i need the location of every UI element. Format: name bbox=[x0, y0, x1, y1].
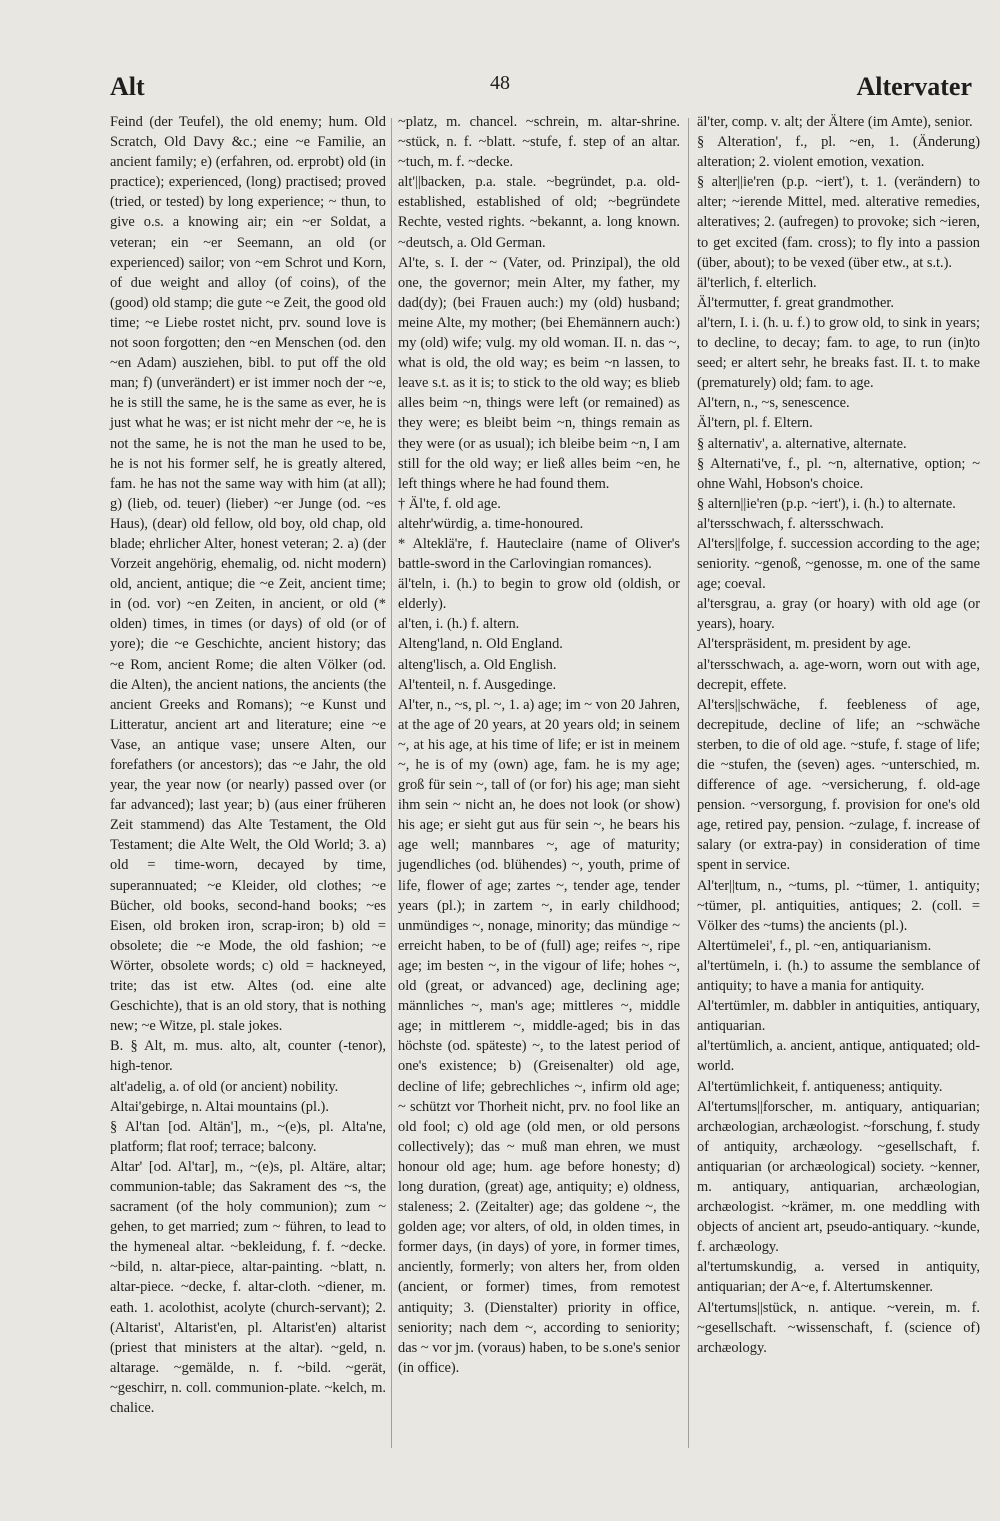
entry: Al'ters||folge, f. succession according to the age; seniority. ~genoß, ~genosse, m. one of the same age; coeval. bbox=[697, 535, 980, 593]
entry: § Alternati've, f., pl. ~n, alternative, option; ~ ohne Wahl, Hobson's choice. bbox=[697, 455, 980, 492]
entry: äl'terlich, f. elterlich. bbox=[697, 274, 817, 291]
column-divider bbox=[688, 118, 689, 1448]
entry: äl'teln, i. (h.) to begin to grow old (oldish, or elderly). bbox=[398, 576, 680, 613]
entry: Al'tern, n., ~s, senescence. bbox=[697, 395, 850, 412]
entry: ~platz, m. chancel. ~schrein, m. altar-shrine. ~stück, n. f. ~blatt. ~stufe, f. step of an altar. ~tuch, m. f. ~decke. bbox=[398, 114, 680, 171]
entry: Al'te, s. I. der ~ (Vater, od. Prinzipal), the old one, the governor; mein Alter, my father, my dad(dy); (bei Frauen auch:) my (old) husband; meine Alte, my mother; (bei Ehemännern auch:) my (old) wife; vulg. my old woman. II. n. das ~, what is old, the old way; es beim ~n lassen, to leave s.t. as it is; to stick to the old way; es blieb alles beim ~n, things were left (or remained) as they were; es bleibt beim ~n, things remain as they were (or as usual); ich bleibe beim ~n, I am still for the old way; er ließ alles beim ~en, he left things where he had found them. bbox=[398, 254, 680, 492]
entry: alteng'lisch, a. Old English. bbox=[398, 656, 557, 673]
entry: al'tern, I. i. (h. u. f.) to grow old, to sink in years; to decline, to decay; fam. to age, to run (in)to seed; er altert sehr, he breaks fast. II. t. to make (prematurely) old; fam. to age. bbox=[697, 314, 980, 392]
entry: al'ten, i. (h.) f. altern. bbox=[398, 616, 520, 633]
entry: äl'ter, comp. v. alt; der Ältere (im Amte), senior. bbox=[697, 114, 973, 130]
entry: al'tersschwach, a. age-worn, worn out with age, decrepit, effete. bbox=[697, 656, 980, 693]
page-header bbox=[0, 66, 1000, 106]
entry: Äl'tern, pl. f. Eltern. bbox=[697, 415, 813, 432]
entry: Altertümelei', f., pl. ~en, antiquarianism. bbox=[697, 937, 932, 954]
column-middle bbox=[398, 112, 680, 1378]
entry: Al'ter, n., ~s, pl. ~, 1. a) age; im ~ von 20 Jahren, at the age of 20 years, at 20 years old; in seinem ~, at his age, at his time of life; er ist in meinem ~, he is of my (own) age, fam. he is my age; groß für sein ~, tall of (or for) his age; man sieht ihm sein ~ nicht an, he does not look (or show) his age; er sieht gut aus für sein ~, he bears his age well; mannbares ~, age of maturity; jugendliches (od. blühendes) ~, youth, prime of life, flower of age; zartes ~, tender age, tender years (pl.); in zartem ~, in early childhood; unmündiges ~, nonage, minority; das mündige ~ erreicht haben, to be of (full) age; reifes ~, ripe age; im besten ~, in the vigour of life; hohes ~, old (great, or advanced) age, declining age; männliches ~, man's age; mittleres ~, middle age; in mittlerem ~, middle-aged; bis in das höchste (od. späteste) ~, to the latest period of one's existence; b) (Greisenalter) old age, decline of life; gebrechliches ~, infirm old age; ~ schützt vor Thorheit nicht, prv. no fool like an old fool; c) old age (old men, or old persons collectively); das ~ muß man ehren, we must honour old age; hum. age before honesty; d) long duration, (great) age, antiquity; e) oldness, staleness; 2. (Zeitalter) age; das goldene ~, the golden age; vor alters, of old, in olden times, in former days, (in days) of yore, in former times, anciently, formerly; von alters her, from olden (ancient, or former) times, from remotest antiquity; 3. (Dienstalter) priority in office, seniority; nach dem ~, according to seniority; das ~ vor jm. (voraus) haben, to be s.one's senior (in office). bbox=[398, 696, 680, 1376]
entry: al'tertümlich, a. ancient, antique, antiquated; old-world. bbox=[697, 1038, 980, 1075]
entry: § altern||ie'ren (p.p. ~iert'), i. (h.) to alternate. bbox=[697, 495, 956, 512]
entry: Al'tenteil, n. f. Ausgedinge. bbox=[398, 676, 557, 693]
entry: alt'||backen, p.a. stale. ~begründet, p.a. old-established, established of old; ~begründete Rechte, vested rights. ~bekannt, a. long known. ~deutsch, a. Old German. bbox=[398, 174, 680, 251]
column-right bbox=[697, 112, 980, 1358]
entry: al'tersgrau, a. gray (or hoary) with old age (or years), hoary. bbox=[697, 596, 980, 633]
entry: altehr'würdig, a. time-honoured. bbox=[398, 515, 584, 532]
entry: § alternativ', a. alternative, alternate. bbox=[697, 435, 907, 452]
entry: Al'tertums||stück, n. antique. ~verein, m. f. ~gesellschaft. ~wissenschaft, f. (science of) archæology. bbox=[697, 1299, 980, 1356]
entry: § alter||ie'ren (p.p. ~iert'), t. 1. (verändern) to alter; ~ierende Mittel, med. alterative remedies, alteratives; 2. (aufregen) to provoke; sich ~ieren, to get excited (fam. cross); to fly into a passion (über, about); to be vexed (über etw., at s.t.). bbox=[697, 174, 980, 271]
entry: Altar' [od. Al'tar], m., ~(e)s, pl. Altäre, altar; communion-table; das Sakrament des ~s, the sacrament (of the holy communion); zum ~ gehen, to get married; zum ~ führen, to lead to the hymeneal altar. ~bekleidung, f. f. ~decke. ~bild, n. altar-piece, altar-painting. ~blatt, n. altar-piece. ~decke, f. altar-cloth. ~diener, m. eath. 1. acolothist, acolyte (church-servant); 2. (Altarist', Altarist'en, pl. Altarist'en) altarist (priest that ministers at the altar). ~geld, n. altarage. ~gemälde, n. f. ~bild. ~gerät, ~geschirr, n. coll. communion-plate. ~kelch, m. chalice. bbox=[110, 1158, 386, 1416]
entry: * Alteklä're, f. Hauteclaire (name of Oliver's battle-sword in the Carlovingian romances). bbox=[398, 535, 680, 573]
page-number: 48 bbox=[490, 72, 510, 94]
entry: Äl'termutter, f. great grandmother. bbox=[697, 294, 895, 311]
entry: Feind (der Teufel), the old enemy; hum. Old Scratch, Old Davy &c.; eine ~e Familie, an ancient family; e) (erfahren, od. erprobt) old (in practice); experienced, (long) practised; proved (tried, or tested) by long experience; ~ thun, to give o.s. a knowing air; ein ~er Soldat, a veteran; ein ~er Seemann, an old (or experienced) sailor; von ~em Schrot und Korn, of due weight and alloy (of coins), of the (good) old stamp; die gute ~e Zeit, the good old time; ~e Liebe rostet nicht, prv. sound love is not soon forgotten; den ~en Menschen (od. den ~en Adam) ausziehen, bibl. to put off the old man; f) (unverändert) er ist immer noch der ~e, he is still the same, he is the same as ever, he is just what he was; er ist nicht mehr der ~e, he is not the same, he is not the man he used to be, he is not his former self, he is greatly altered, fam. he has not the same way with him (at all); g) (lieb, od. teuer) (lieber) ~er Junge (od. ~es Haus), (dear) old fellow, old boy, old chap, old blade; ehrlicher Alter, honest veteran; 2. a) (der Vorzeit angehörig, ehemalig, od. nicht modern) old, ancient, antique; die ~e Zeit, ancient time; in (od. vor) ~en Zeiten, in ancient, or old (* olden) times, in times (or days) of old (or of yore); die ~e Geschichte, ancient history; das ~e Rom, ancient Rome; die alten Völker (od. die Alten), the ancient nations, the ancients (the ancient Greeks and Romans); ~e Kunst und Litteratur, ancient art and literature; eine ~e Vase, an antique vase; unsere Alten, our forefathers (or ancestors); das ~e Jahr, the old year, the year now (or nearly) passed over (or far advanced); last year; b) (aus einer früheren Zeit stammend) das Alte Testament, the Old Testament; die Alte Welt, the Old World; 3. a) old = time-worn, decayed by time, superannuated; ~e Kleider, old clothes; ~e Bücher, old books, second-hand books; ~es Eisen, old broken iron, scrap-iron; b) old = obsolete; die ~e Mode, the old fashion; ~e Wörter, obsolete words; c) old = hackneyed, trite; das ist etw. Altes (od. eine alte Geschichte), that is an old story, that is nothing new; ~e Witze, pl. stale jokes. bbox=[110, 114, 386, 1035]
entry: Al'terspräsident, m. president by age. bbox=[697, 636, 911, 653]
entry: Al'tertümler, m. dabbler in antiquities, antiquary, antiquarian. bbox=[697, 998, 980, 1035]
entry: Al'tertümlichkeit, f. antiqueness; antiquity. bbox=[697, 1078, 943, 1095]
entry: Altai'gebirge, n. Altai mountains (pl.). bbox=[110, 1098, 329, 1115]
entry: Al'ter||tum, n., ~tums, pl. ~tümer, 1. antiquity; ~tümer, pl. antiquities, antiques; 2. (coll. = Völker des ~tums) the ancients (pl.). bbox=[697, 877, 980, 934]
entry: § Alteration', f., pl. ~en, 1. (Änderung) alteration; 2. violent emotion, vexation. bbox=[697, 134, 980, 171]
entry: § Al'tan [od. Altän'], m., ~(e)s, pl. Alta'ne, platform; flat roof; terrace; balcony. bbox=[110, 1118, 386, 1155]
entry: Al'ters||schwäche, f. feebleness of age, decrepitude, decline of life; an ~schwäche sterben, to die of old age. ~stufe, f. stage of life; die ~stufen, the (seven) ages. ~unterschied, m. difference of age. ~versicherung, f. old-age pension. ~versorgung, f. provision for one's old age, retired pay, pension. ~zulage, f. increase of salary (or extra-pay) in consideration of time spent in service. bbox=[697, 696, 980, 874]
entry: † Äl'te, f. old age. bbox=[398, 495, 501, 512]
entry: alt'adelig, a. of old (or ancient) nobility. bbox=[110, 1078, 339, 1095]
entry: al'tertümeln, i. (h.) to assume the semblance of antiquity; to have a mania for antiquity. bbox=[697, 957, 980, 995]
entry: Alteng'land, n. Old England. bbox=[398, 636, 563, 653]
header-left-guideword: Alt bbox=[110, 72, 145, 101]
column-divider bbox=[391, 118, 392, 1448]
entry: B. § Alt, m. mus. alto, alt, counter (-tenor), high-tenor. bbox=[110, 1038, 386, 1075]
column-left bbox=[110, 112, 386, 1418]
entry: Al'tertums||forscher, m. antiquary, antiquarian; archæologian, archæologist. ~forschung, f. study of antiquity, archæology. ~gesellschaft, f. antiquarian (or archæological) society. ~kenner, m. antiquary, antiquarian, archæologian, archæologist. ~krämer, m. one meddling with objects of ancient art, pseudo-antiquary. ~kunde, f. archæology. bbox=[697, 1098, 980, 1256]
entry: al'tersschwach, f. altersschwach. bbox=[697, 515, 884, 532]
header-right-guideword: Altervater bbox=[856, 72, 972, 101]
entry: al'tertumskundig, a. versed in antiquity, antiquarian; der A~e, f. Altertumskenner. bbox=[697, 1259, 980, 1296]
